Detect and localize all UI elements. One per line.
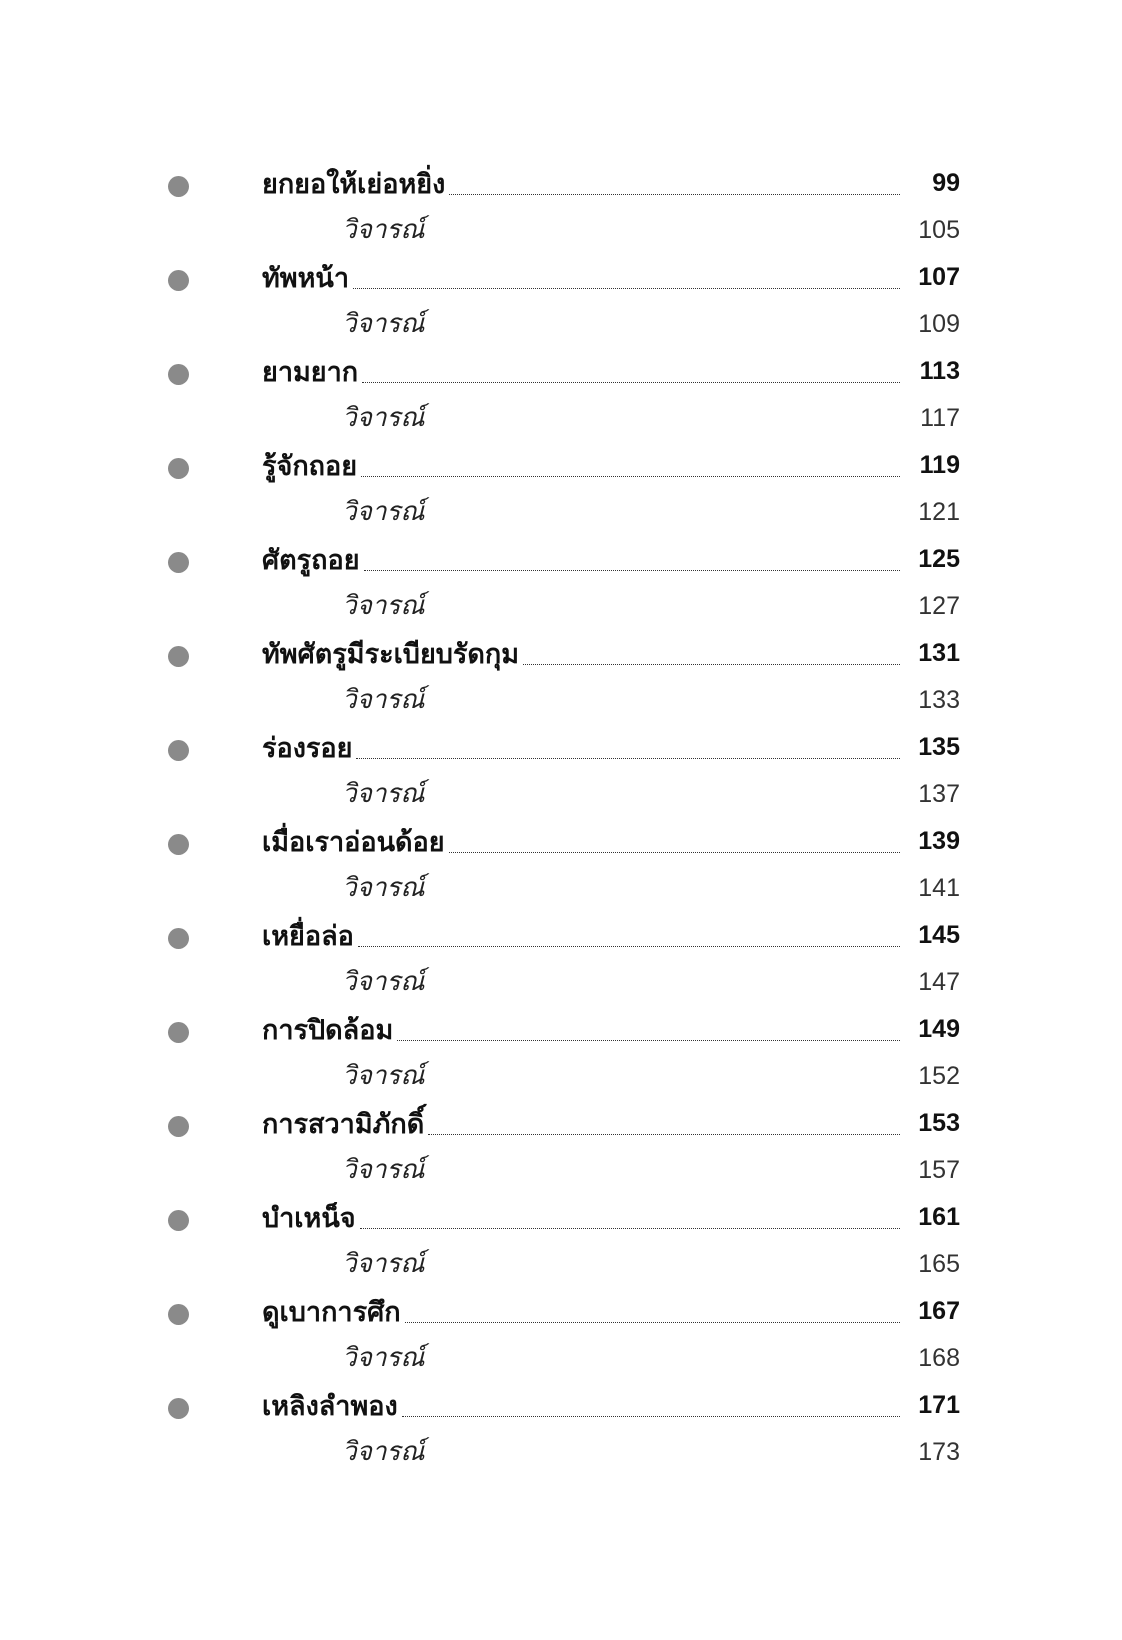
toc-main-row[interactable] (0, 1009, 1122, 1049)
toc-title-group (262, 539, 900, 579)
chapter-title: รู้จักถอย (262, 451, 358, 482)
dot-leader (362, 382, 900, 383)
toc-entry (0, 1009, 1122, 1103)
toc-sub-row[interactable] (0, 304, 1122, 344)
commentary-page-number: 173 (918, 1438, 960, 1466)
toc-sub-row[interactable] (0, 492, 1122, 532)
dot-leader (405, 1322, 900, 1323)
toc-main-row[interactable] (0, 1291, 1122, 1331)
dot-leader (449, 852, 900, 853)
toc-title-group (262, 257, 900, 297)
toc-title-group (262, 1291, 900, 1331)
toc-sub-row[interactable] (0, 398, 1122, 438)
commentary-label: วิจารณ์ (342, 1155, 425, 1185)
chapter-page-number: 161 (918, 1203, 960, 1231)
commentary-page-number: 127 (918, 592, 960, 620)
chapter-title: ดูเบาการศึก (262, 1297, 401, 1328)
commentary-page-number: 141 (918, 874, 960, 902)
toc-title-group (262, 1197, 900, 1237)
commentary-label: วิจารณ์ (342, 779, 425, 809)
toc-main-row[interactable] (0, 257, 1122, 297)
toc-sub-row[interactable] (0, 210, 1122, 250)
chapter-title: เหลิงลำพอง (262, 1391, 398, 1422)
bullet-icon (168, 740, 189, 761)
toc-title-group (262, 1385, 900, 1425)
toc-main-row[interactable] (0, 1103, 1122, 1143)
chapter-page-number: 99 (932, 169, 960, 197)
bullet-icon (168, 1116, 189, 1137)
toc-main-row[interactable] (0, 445, 1122, 485)
commentary-label: วิจารณ์ (342, 1343, 425, 1373)
toc-title-group (262, 915, 900, 955)
commentary-label: วิจารณ์ (342, 685, 425, 715)
bullet-icon (168, 1022, 189, 1043)
commentary-page-number: 165 (918, 1250, 960, 1278)
bullet-icon (168, 270, 189, 291)
chapter-page-number: 149 (918, 1015, 960, 1043)
bullet-icon (168, 364, 189, 385)
toc-title-group (262, 1009, 900, 1049)
chapter-title: ศัตรูถอย (262, 545, 360, 576)
toc-main-row[interactable] (0, 1385, 1122, 1425)
dot-leader (428, 1134, 900, 1135)
toc-entry (0, 727, 1122, 821)
commentary-label: วิจารณ์ (342, 1437, 425, 1467)
chapter-page-number: 131 (918, 639, 960, 667)
commentary-page-number: 147 (918, 968, 960, 996)
toc-main-row[interactable] (0, 1197, 1122, 1237)
toc-sub-row[interactable] (0, 1432, 1122, 1472)
dot-leader (353, 288, 900, 289)
commentary-label: วิจารณ์ (342, 591, 425, 621)
chapter-page-number: 125 (918, 545, 960, 573)
chapter-title: เหยื่อล่อ (262, 921, 354, 952)
commentary-page-number: 152 (918, 1062, 960, 1090)
commentary-page-number: 105 (918, 216, 960, 244)
toc-entry (0, 351, 1122, 445)
bullet-icon (168, 458, 189, 479)
toc-entry (0, 915, 1122, 1009)
commentary-label: วิจารณ์ (342, 309, 425, 339)
toc-sub-row[interactable] (0, 586, 1122, 626)
chapter-title: ทัพหน้า (262, 263, 350, 294)
commentary-page-number: 133 (918, 686, 960, 714)
toc-entry (0, 1385, 1122, 1479)
bullet-icon (168, 1210, 189, 1231)
toc-main-row[interactable] (0, 539, 1122, 579)
bullet-icon (168, 646, 189, 667)
commentary-label: วิจารณ์ (342, 215, 425, 245)
chapter-title: การปิดล้อม (262, 1015, 394, 1046)
toc-entry (0, 1197, 1122, 1291)
commentary-label: วิจารณ์ (342, 1061, 425, 1091)
dot-leader (356, 758, 900, 759)
dot-leader (523, 664, 900, 665)
toc-main-row[interactable] (0, 821, 1122, 861)
chapter-page-number: 107 (918, 263, 960, 291)
toc-sub-row[interactable] (0, 1338, 1122, 1378)
commentary-label: วิจารณ์ (342, 967, 425, 997)
toc-entry (0, 633, 1122, 727)
chapter-title: การสวามิภักดิ์ (262, 1109, 425, 1140)
commentary-page-number: 117 (920, 404, 960, 432)
toc-entry (0, 539, 1122, 633)
dot-leader (449, 194, 900, 195)
chapter-page-number: 113 (919, 357, 960, 385)
chapter-title: ยกยอให้เย่อหยิ่ง (262, 169, 446, 200)
chapter-page-number: 167 (918, 1297, 960, 1325)
toc-main-row[interactable] (0, 633, 1122, 673)
bullet-icon (168, 1304, 189, 1325)
toc-entry (0, 1103, 1122, 1197)
toc-sub-row[interactable] (0, 1056, 1122, 1096)
toc-sub-row[interactable] (0, 962, 1122, 1002)
chapter-title: เมื่อเราอ่อนด้อย (262, 827, 445, 858)
chapter-page-number: 171 (918, 1391, 960, 1419)
chapter-page-number: 153 (918, 1109, 960, 1137)
toc-sub-row[interactable] (0, 868, 1122, 908)
toc-main-row[interactable] (0, 727, 1122, 767)
chapter-page-number: 139 (918, 827, 960, 855)
dot-leader (397, 1040, 900, 1041)
toc-main-row[interactable] (0, 163, 1122, 203)
toc-sub-row[interactable] (0, 774, 1122, 814)
commentary-page-number: 157 (918, 1156, 960, 1184)
toc-title-group (262, 1103, 900, 1143)
toc-main-row[interactable] (0, 915, 1122, 955)
toc-sub-row[interactable] (0, 1244, 1122, 1284)
bullet-icon (168, 176, 189, 197)
toc-main-row[interactable] (0, 351, 1122, 391)
toc-title-group (262, 351, 900, 391)
commentary-label: วิจารณ์ (342, 403, 425, 433)
toc-title-group (262, 633, 900, 673)
toc-entry (0, 1291, 1122, 1385)
toc-title-group (262, 821, 900, 861)
bullet-icon (168, 928, 189, 949)
toc-title-group (262, 727, 900, 767)
dot-leader (364, 570, 900, 571)
toc-entry (0, 821, 1122, 915)
table-of-contents (0, 163, 1122, 1479)
chapter-page-number: 135 (918, 733, 960, 761)
toc-title-group (262, 445, 900, 485)
toc-entry (0, 257, 1122, 351)
commentary-page-number: 168 (918, 1344, 960, 1372)
dot-leader (360, 1228, 900, 1229)
commentary-page-number: 137 (918, 780, 960, 808)
dot-leader (358, 946, 900, 947)
bullet-icon (168, 552, 189, 573)
chapter-title: ร่องรอย (262, 733, 353, 764)
chapter-title: ยามยาก (262, 357, 359, 388)
bullet-icon (168, 1398, 189, 1419)
chapter-title: ทัพศัตรูมีระเบียบรัดกุม (262, 639, 520, 670)
commentary-label: วิจารณ์ (342, 873, 425, 903)
commentary-label: วิจารณ์ (342, 1249, 425, 1279)
bullet-icon (168, 834, 189, 855)
dot-leader (402, 1416, 900, 1417)
toc-sub-row[interactable] (0, 680, 1122, 720)
toc-entry (0, 163, 1122, 257)
toc-title-group (262, 163, 900, 203)
toc-entry (0, 445, 1122, 539)
toc-sub-row[interactable] (0, 1150, 1122, 1190)
commentary-label: วิจารณ์ (342, 497, 425, 527)
commentary-page-number: 109 (918, 310, 960, 338)
commentary-page-number: 121 (918, 498, 960, 526)
chapter-page-number: 145 (918, 921, 960, 949)
chapter-title: บำเหน็จ (262, 1203, 356, 1234)
dot-leader (361, 476, 900, 477)
chapter-page-number: 119 (919, 451, 960, 479)
